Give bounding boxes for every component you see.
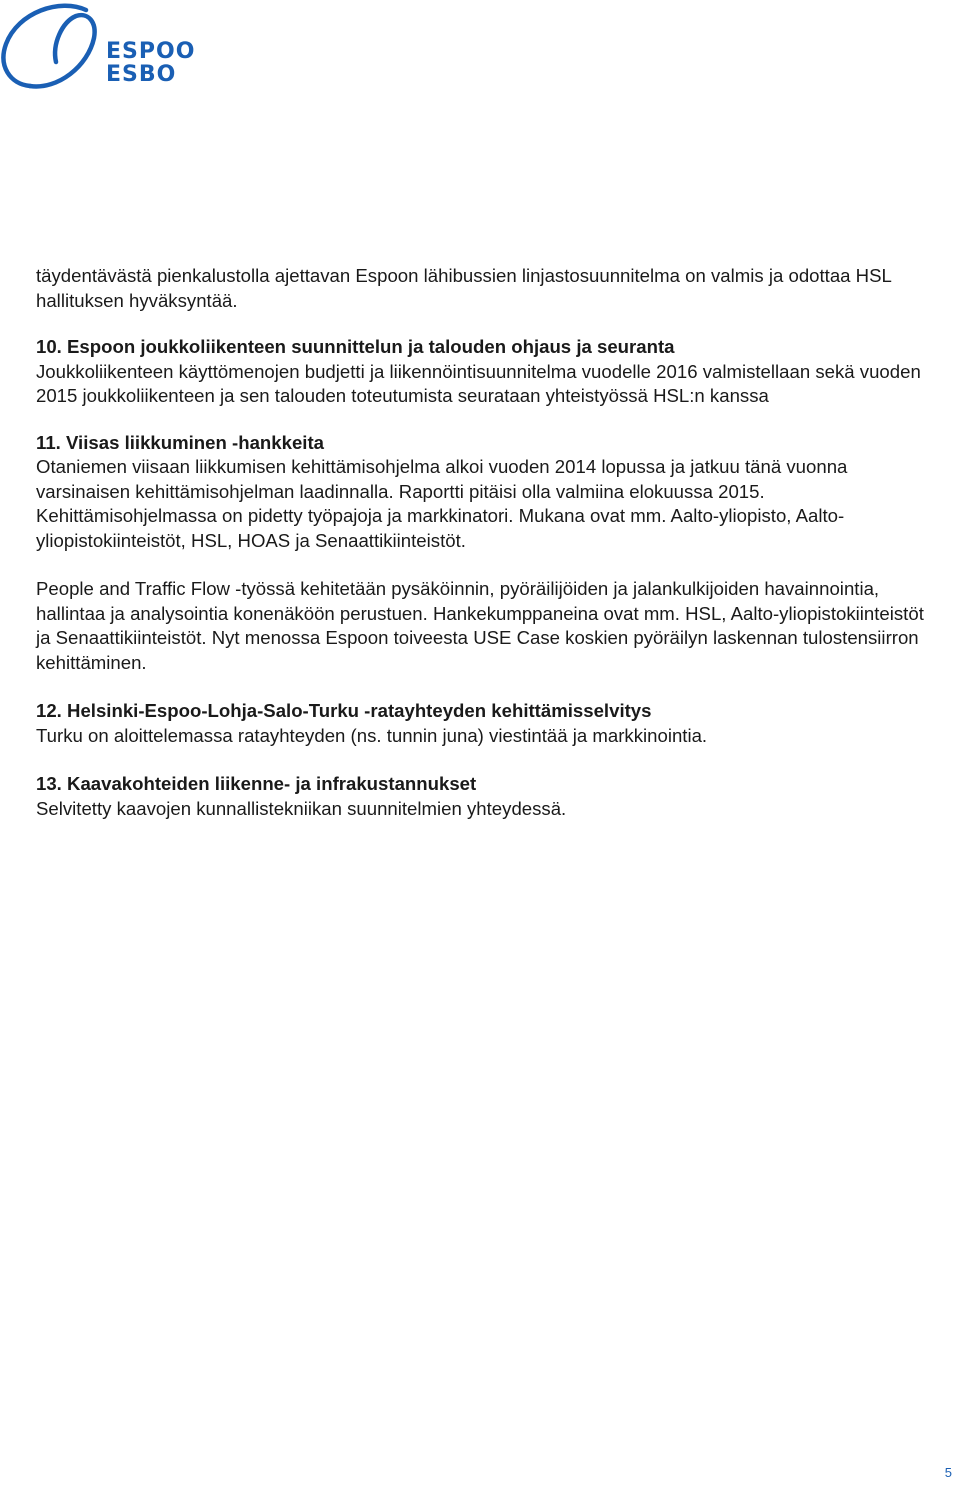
- page-number: 5: [944, 1465, 952, 1480]
- section-13-text: Selvitetty kaavojen kunnallistekniikan suunnitelmien yhteydessä.: [36, 797, 567, 819]
- logo-wordmark: [106, 40, 195, 86]
- section-10-text: Joukkoliikenteen käyttömenojen budjetti ja liikennöintisuunnitelma vuodelle 2016 valmistellaan sekä vuoden 2015 joukkoliikenteen ja sen talouden toteutumista seurataan yhteistyössä HSL:n kanssa: [36, 360, 921, 406]
- espoo-logo-swirl-icon: [0, 0, 110, 92]
- section-11-heading: 11. Viisas liikkuminen -hankkeita: [36, 431, 325, 453]
- section-13-heading: 13. Kaavakohteiden liikenne- ja infrakustannukset: [36, 773, 477, 794]
- logo-line-esbo: ESBO: [106, 62, 177, 87]
- espoo-logo: [0, 0, 200, 92]
- logo-line-espoo: ESPOO: [106, 39, 196, 64]
- section-11-text-2: People and Traffic Flow -työssä kehitetään pysäköinnin, pyöräilijöiden ja jalankulkijoiden havainnointia, hallintaa ja analysointia konenäköön perustuen. Hankekumppaneina ovat mm. HSL, Aalto-yliopistokiinteistöt ja Senaattikiinteistöt. Nyt menossa Espoon toiveesta USE Case koskien pyöräilyn laskennan tulostensiirron kehittäminen.: [36, 578, 924, 673]
- section-11-text-1: Otaniemen viisaan liikkumisen kehittämisohjelma alkoi vuoden 2014 lopussa ja jatkuu tänä vuonna varsinaisen kehittämisohjelman laadinnalla. Raportti pitäisi olla valmiina elokuussa 2015. Kehittämisohjelmassa on pidetty työpajoja ja markkinatori. Mukana ovat mm. Aalto-yliopisto, Aalto-yliopistokiinteistöt, HSL, HOAS ja Senaattikiinteistöt.: [36, 456, 848, 551]
- section-10-heading: 10. Espoon joukkoliikenteen suunnittelun ja talouden ohjaus ja seuranta: [36, 336, 675, 357]
- section-12-text: Turku on aloittelemassa ratayhteyden (ns. tunnin juna) viestintää ja markkinointia.: [36, 724, 708, 746]
- document-body: [36, 264, 936, 821]
- intro-paragraph: täydentävästä pienkalustolla ajettavan Espoon lähibussien linjastosuunnitelma on valmis ja odottaa HSL hallituksen hyväksyntää.: [36, 265, 892, 311]
- section-12-heading: 12. Helsinki-Espoo-Lohja-Salo-Turku -ratayhteyden kehittämisselvitys: [36, 700, 652, 721]
